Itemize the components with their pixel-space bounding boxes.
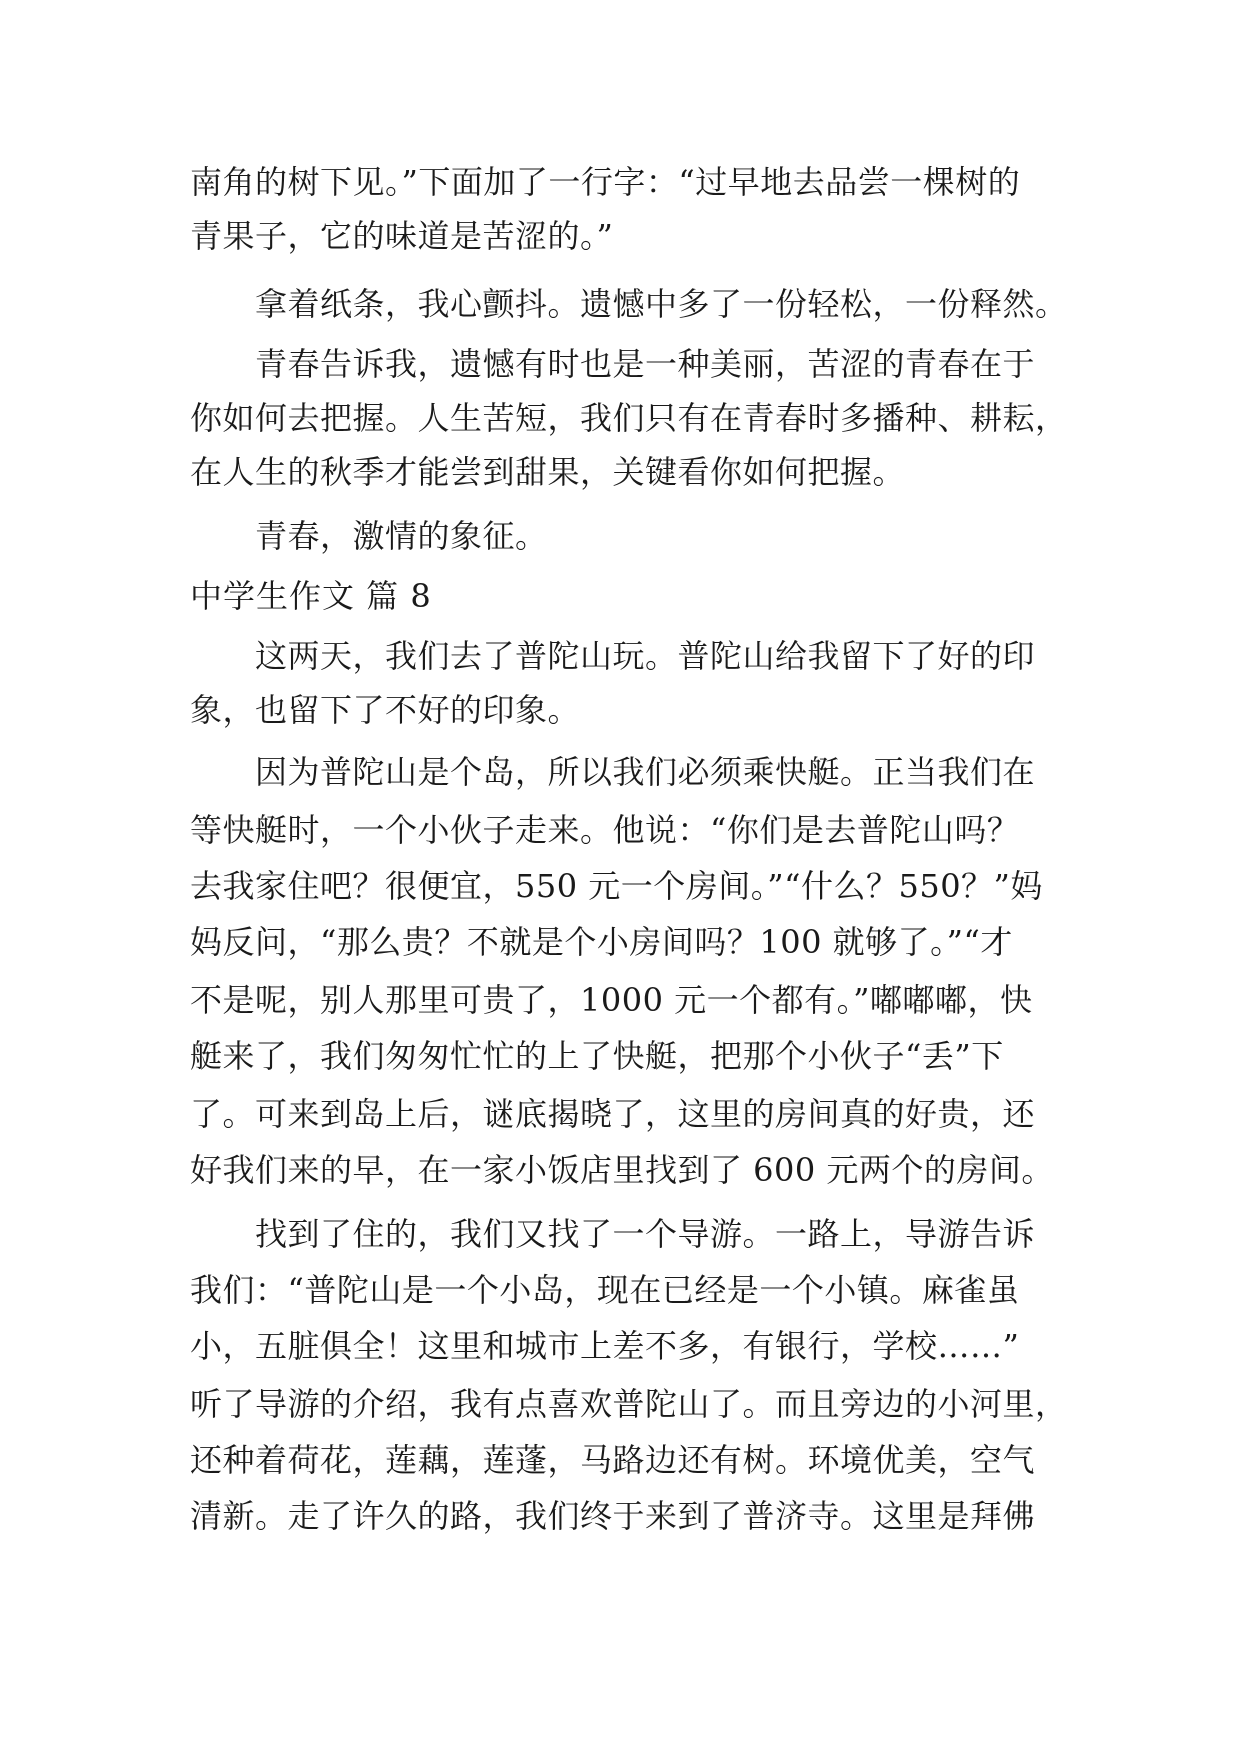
- text-line: 青春告诉我，遗憾有时也是一种美丽，苦涩的青春在于: [255, 345, 1036, 383]
- text-line: 听了导游的介绍，我有点喜欢普陀山了。而且旁边的小河里，: [190, 1385, 1068, 1423]
- text-line: 拿着纸条，我心颤抖。遗憾中多了一份轻松，一份释然。: [255, 285, 1068, 323]
- text-line: 了。可来到岛上后，谜底揭晓了，这里的房间真的好贵，还: [190, 1095, 1036, 1133]
- text-line: 小，五脏俱全！这里和城市上差不多，有银行，学校……”: [190, 1327, 1020, 1365]
- text-line: 好我们来的早，在一家小饭店里找到了 600 元两个的房间。: [190, 1151, 1054, 1189]
- text-line: 南角的树下见。”下面加了一行字：“过早地去品尝一棵树的: [190, 163, 1021, 201]
- text-line: 因为普陀山是个岛，所以我们必须乘快艇。正当我们在: [255, 753, 1036, 791]
- text-line: 你如何去把握。人生苦短，我们只有在青春时多播种、耕耘，: [190, 399, 1068, 437]
- text-line: 找到了住的，我们又找了一个导游。一路上，导游告诉: [255, 1215, 1036, 1253]
- text-line: 不是呢，别人那里可贵了，1000 元一个都有。”嘟嘟嘟，快: [190, 981, 1033, 1019]
- text-line: 这两天，我们去了普陀山玩。普陀山给我留下了好的印: [255, 637, 1036, 675]
- text-line: 去我家住吧？很便宜，550 元一个房间。”“什么？550？”妈: [190, 867, 1043, 905]
- text-line: 青果子，它的味道是苦涩的。”: [190, 217, 614, 255]
- text-line: 在人生的秋季才能尝到甜果，关键看你如何把握。: [190, 453, 906, 491]
- text-line: 还种着荷花，莲藕，莲蓬，马路边还有树。环境优美，空气: [190, 1441, 1036, 1479]
- text-line: 清新。走了许久的路，我们终于来到了普济寺。这里是拜佛: [190, 1497, 1036, 1535]
- text-line: 艇来了，我们匆匆忙忙的上了快艇，把那个小伙子“丢”下: [190, 1037, 1004, 1075]
- text-line: 我们：“普陀山是一个小岛，现在已经是一个小镇。麻雀虽: [190, 1271, 1020, 1309]
- section-heading: 中学生作文 篇 8: [190, 577, 432, 615]
- text-line: 象，也留下了不好的印象。: [190, 691, 581, 729]
- text-line: 等快艇时，一个小伙子走来。他说：“你们是去普陀山吗？: [190, 811, 1020, 849]
- text-line: 青春，激情的象征。: [255, 517, 548, 555]
- text-line: 妈反问，“那么贵？不就是个小房间吗？100 就够了。”“才: [190, 923, 1013, 961]
